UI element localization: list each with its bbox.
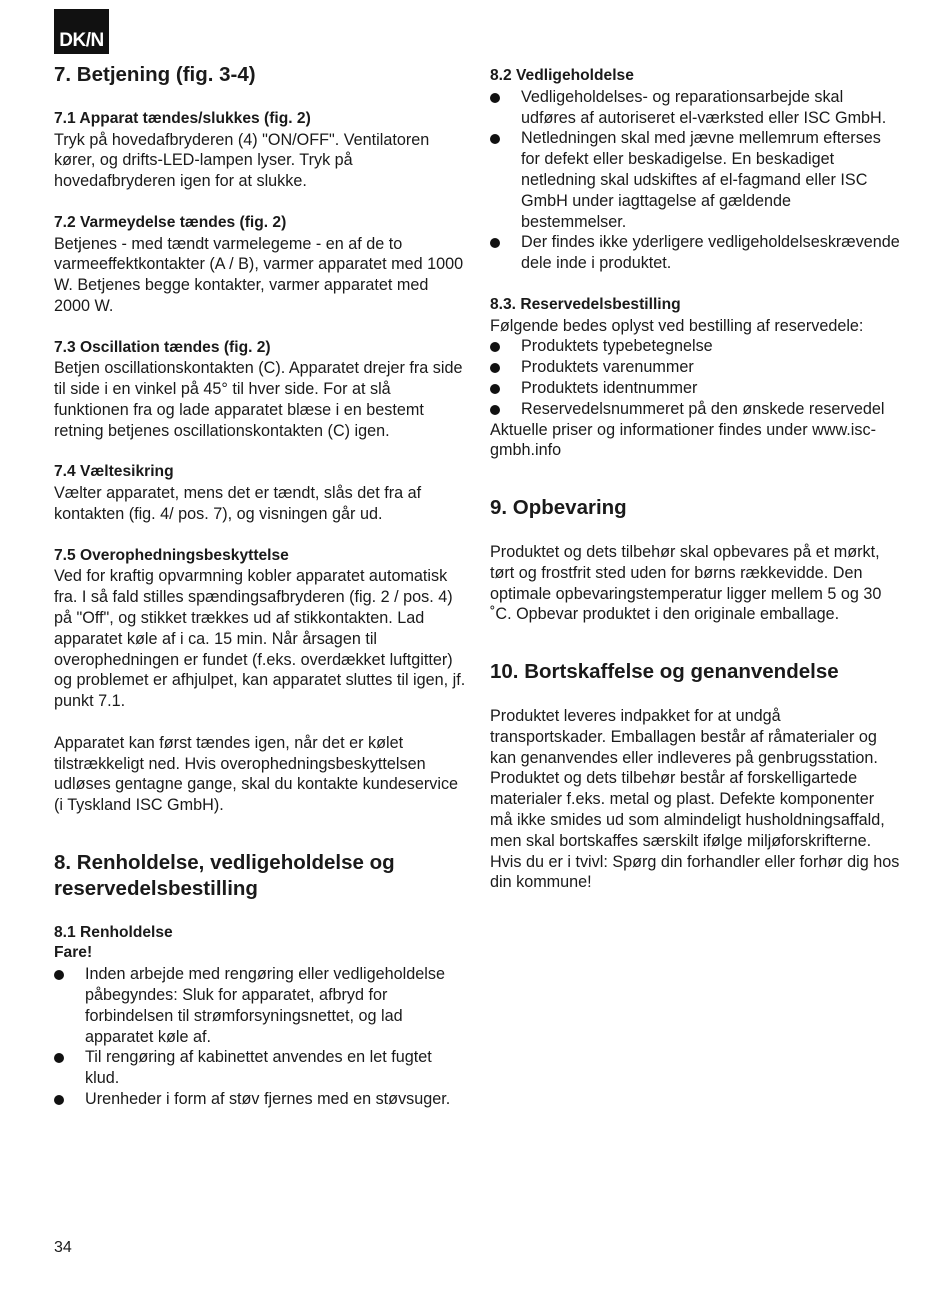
left-column — [54, 62, 466, 1110]
bullet-icon — [54, 970, 64, 980]
bullet-icon — [490, 134, 500, 144]
list-item-text: Produktets identnummer — [521, 378, 698, 397]
list-item — [490, 232, 900, 274]
list-item — [490, 336, 900, 357]
section-7-3-text: Betjen oscillationskontakten (C). Apparatet drejer fra side til side i en vinkel på 45° til hver side. For at slå funktionen fra og lade apparatet blæse i en bestemt retning betjenes oscillationskontakten (C) igen. — [54, 359, 463, 440]
list-item-text: Produktets varenummer — [521, 358, 694, 377]
list-item — [490, 399, 900, 420]
section-8-1-title: 8.1 Renholdelse — [54, 923, 173, 941]
section-7-title: 7. Betjening (fig. 3-4) — [54, 63, 256, 86]
page-number: 34 — [54, 1239, 72, 1256]
list-item — [490, 87, 900, 129]
list-item-text: Reservedelsnummeret på den ønskede reservedel — [521, 399, 885, 418]
section-8-3-intro: Følgende bedes oplyst ved bestilling af reservedele: — [490, 316, 864, 335]
section-8-2-title: 8.2 Vedligeholdelse — [490, 67, 634, 84]
section-8-title: 8. Renholdelse, vedligeholdelse og reservedelsbestilling — [54, 850, 395, 900]
section-7-1-text: Tryk på hovedafbryderen (4) "ON/OFF". Ventilatoren kører, og drifts-LED-lampen lyser. Tryk på hovedafbryderen igen for at slukke. — [54, 130, 430, 191]
section-10-text: Produktet leveres indpakket for at undgå transportskader. Emballagen består af råmaterialer og kan genanvendes eller indleveres på genbrugsstation. Produktet og dets tilbehør består af forskelligartede materialer f.eks. metal og plast. Defekte komponenter må ikke smides ud som almindeligt husholdningsaffald, men skal bortskaffes særskilt ifølge miljøforskrifterne. Hvis du er i tvivl: Spørg din forhandler eller forhør dig hos din kommune! — [490, 706, 900, 892]
section-7-5-title: 7.5 Overophedningsbeskyttelse — [54, 546, 289, 564]
language-badge: DK/N — [54, 9, 109, 54]
section-7-3-title: 7.3 Oscillation tændes (fig. 2) — [54, 338, 271, 356]
cleaning-list — [54, 964, 466, 1110]
list-item-text: Urenheder i form af støv fjernes med en støvsuger. — [85, 1090, 451, 1109]
list-item-text: Til rengøring af kabinettet anvendes en let fugtet klud. — [85, 1048, 432, 1088]
bullet-icon — [54, 1053, 64, 1063]
section-7-5-text: Ved for kraftig opvarmning kobler apparatet automatisk fra. I så fald stilles spændingsafbryderen (fig. 2 / pos. 4) på "Off", og stikket trækkes ud af stikkontakten. Lad apparatet køle af i ca. 15 min. Når årsagen til overophedningen er fundet (f.eks. overdækket luftgitter) og problemet er afhjulpet, kan apparatet sluttes til igen, jf. punkt 7.1. — [54, 567, 466, 711]
bullet-icon — [490, 93, 500, 103]
list-item-text: Vedligeholdelses- og reparationsarbejde skal udføres af autoriseret el-værksted eller ISC GmbH. — [521, 87, 887, 127]
list-item-text: Netledningen skal med jævne mellemrum efterses for defekt eller beskadigelse. En beskadiget netledning skal udskiftes af el-fagmand eller ISC GmbH under iagttagelse af gældende bestemmelser. — [521, 129, 881, 231]
bullet-icon — [54, 1095, 64, 1105]
list-item-text: Produktets typebetegnelse — [521, 337, 713, 356]
maintenance-list — [490, 87, 900, 274]
bullet-icon — [490, 363, 500, 373]
section-8-3-title: 8.3. Reservedelsbestilling — [490, 295, 681, 313]
list-item — [54, 1047, 466, 1089]
bullet-icon — [490, 238, 500, 248]
list-item-text: Inden arbejde med rengøring eller vedligeholdelse påbegyndes: Sluk for apparatet, afbryd for forbindelsen til strømforsyningsnettet, og lad apparatet køle af. — [85, 965, 445, 1046]
right-column — [490, 66, 900, 893]
list-item — [54, 1089, 466, 1110]
bullet-icon — [490, 384, 500, 394]
section-7-4-title: 7.4 Væltesikring — [54, 463, 174, 481]
section-7-1-title: 7.1 Apparat tændes/slukkes (fig. 2) — [54, 109, 311, 127]
section-7-5-text-2: Apparatet kan først tændes igen, når det er kølet tilstrækkeligt ned. Hvis overophedningsbeskyttelsen udløses gentagne gange, skal du kontakte kundeservice (i Tyskland ISC GmbH). — [54, 733, 459, 815]
section-7-4-text: Vælter apparatet, mens det er tændt, slås det fra af kontakten (fig. 4/ pos. 7), og visningen går ud. — [54, 484, 422, 523]
bullet-icon — [490, 405, 500, 415]
list-item — [54, 964, 466, 1047]
bullet-icon — [490, 342, 500, 352]
list-item — [490, 128, 900, 232]
section-7-2-text: Betjenes - med tændt varmelegeme - en af de to varmeeffektkontakter (A / B), varmer apparatet med 1000 W. Betjenes begge kontakter, varmer apparatet med 2000 W. — [54, 234, 464, 315]
list-item — [490, 378, 900, 399]
section-9-title: 9. Opbevaring — [490, 496, 627, 520]
section-10-title: 10. Bortskaffelse og genanvendelse — [490, 660, 839, 684]
list-item — [490, 357, 900, 378]
section-7-2-title: 7.2 Varmeydelse tændes (fig. 2) — [54, 213, 287, 231]
section-9-text: Produktet og dets tilbehør skal opbevares på et mørkt, tørt og frostfrit sted uden for børns rækkevidde. Den optimale opbevaringstemperatur ligger mellem 5 og 30 ˚C. Opbevar produktet i den originale emballage. — [490, 542, 882, 624]
warning-label: Fare! — [54, 944, 93, 962]
spare-parts-list — [490, 336, 900, 419]
section-8-3-outro: Aktuelle priser og informationer findes under www.isc-gmbh.info — [490, 420, 876, 460]
list-item-text: Der findes ikke yderligere vedligeholdelseskrævende dele inde i produktet. — [521, 233, 900, 273]
